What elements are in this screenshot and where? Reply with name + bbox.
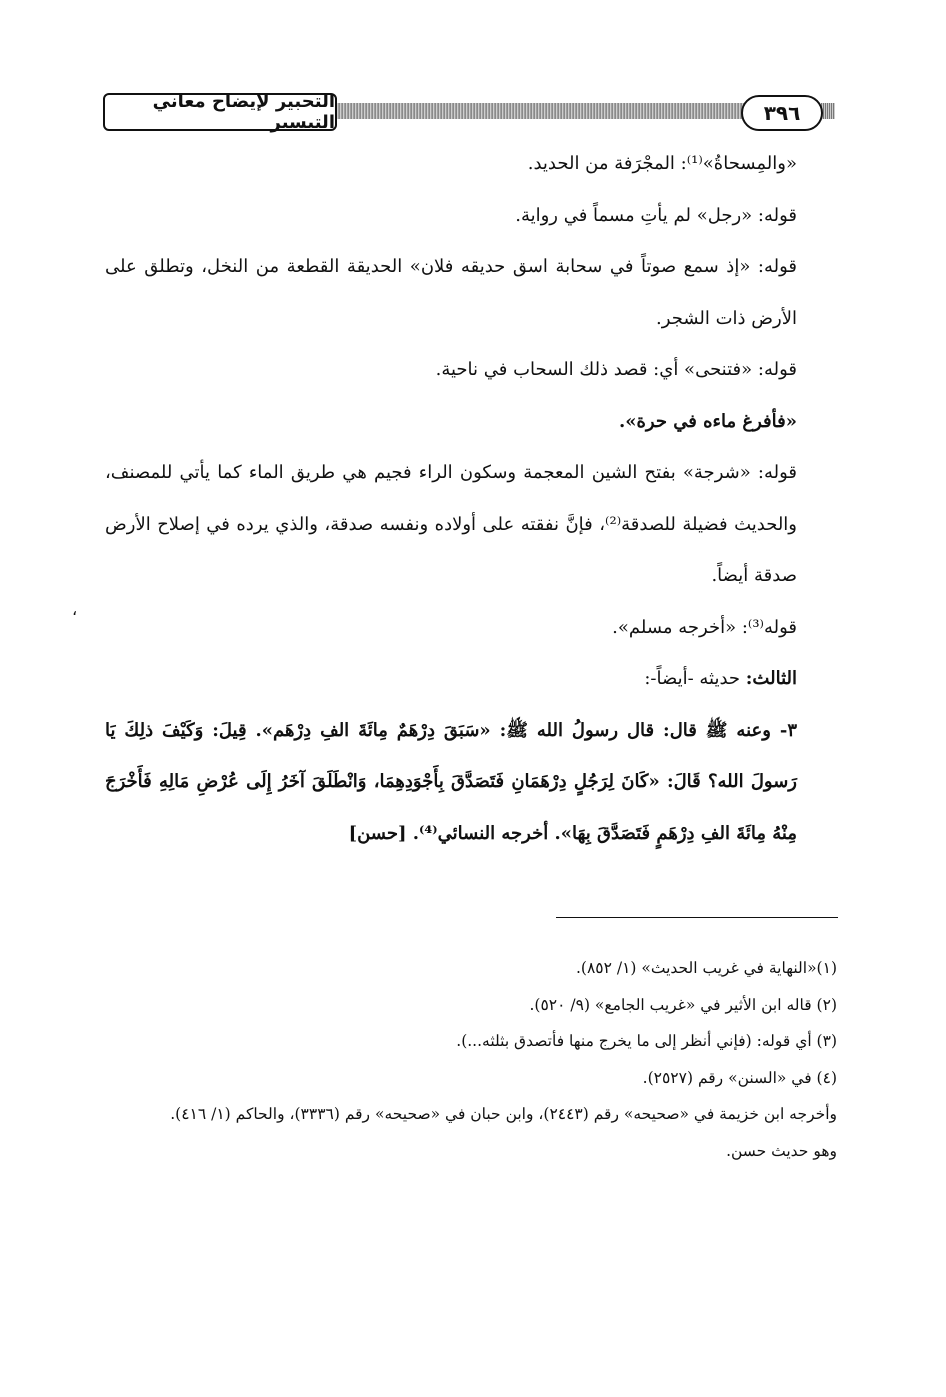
footnote: (٢) قاله ابن الأثير في «غريب الجامع» (٩/ ٥٢٠). [529, 995, 837, 1014]
footnote: (٤) في «السنن» رقم (٢٥٢٧). [642, 1068, 837, 1087]
book-title: التحبير لإيضاح معاني التيسير [103, 93, 337, 131]
footnote-divider [556, 917, 838, 918]
section-label: الثالث: [745, 668, 797, 689]
hadith-paragraph: ٣- وعنه ﷺ قال: قال رسولُ الله ﷺ: «سَبَقَ دِرْهَمٌ مِائَةَ الفِ دِرْهَم». قِيلَ: وَكَيْفَ ذلِكَ يَا رَسولَ الله؟ قَالَ: «كَانَ لِرَجُلٍ دِرْهَمَانِ فَتَصَدَّقَ بِأَجْوَدِهِمَا، وَانْطَلَقَ آخَرُ إِلَى عُرْضِ مَالِهِ فَأَخْرَجَ مِنْهُ مِائَةَ الفِ دِرْهَمٍ فَتَصَدَّقَ بِهَا». أخرجه النسائي⁽⁴⁾. [حسن] [105, 719, 797, 844]
section-heading [105, 653, 837, 705]
page-header [103, 91, 833, 131]
paragraph: قوله⁽³⁾: «أخرجه مسلم». [612, 616, 797, 638]
margin-mark: ، [72, 600, 78, 619]
section-text: حديثه -أيضاً-: [644, 668, 746, 689]
footnotes [105, 950, 837, 1169]
paragraph: قوله: «فتنحى» أي: قصد ذلك السحاب في ناحية. [435, 359, 797, 380]
main-text [105, 138, 837, 859]
paragraph: قوله: «إذ سمع صوتاً في سحابة اسق حديقه فلان» الحديقة القطعة من النخل، وتطلق على الأرض ذات الشجر. [105, 256, 797, 329]
page-number: ٣٩٦ [741, 95, 823, 131]
footnote: وهو حديث حسن. [726, 1141, 837, 1160]
footnote: وأخرجه ابن خزيمة في «صحيحه» رقم (٢٤٤٣)، وابن حبان في «صحيحه» رقم (٣٣٣٦)، والحاكم (١/ ٤١٦). [170, 1105, 837, 1123]
footnote: (١)«النهاية في غريب الحديث» (١/ ٨٥٢). [575, 959, 837, 977]
paragraph: «فأفرغ ماءه في حرة». [618, 410, 797, 432]
paragraph: قوله: «رجل» لم يأتِ مسماً في رواية. [515, 204, 797, 226]
paragraph: قوله: «شرجة» بفتح الشين المعجمة وسكون الراء فجيم هي طريق الماء كما يأتي للمصنف، والحديث فضيلة للصدقة⁽²⁾، فإنَّ نفقته على أولاده ونفسه صدقة، والذي يرده في إصلاح الأرض صدقة أيضاً. [105, 462, 797, 586]
header-ornament [821, 103, 835, 119]
paragraph: «والمِسحاةُ»⁽¹⁾: المجْرَفة من الحديد. [527, 153, 797, 174]
footnote: (٣) أي قوله: (فإني أنظر إلى ما يخرج منها فأتصدق بثلثه...). [456, 1032, 837, 1050]
header-band [333, 103, 753, 119]
